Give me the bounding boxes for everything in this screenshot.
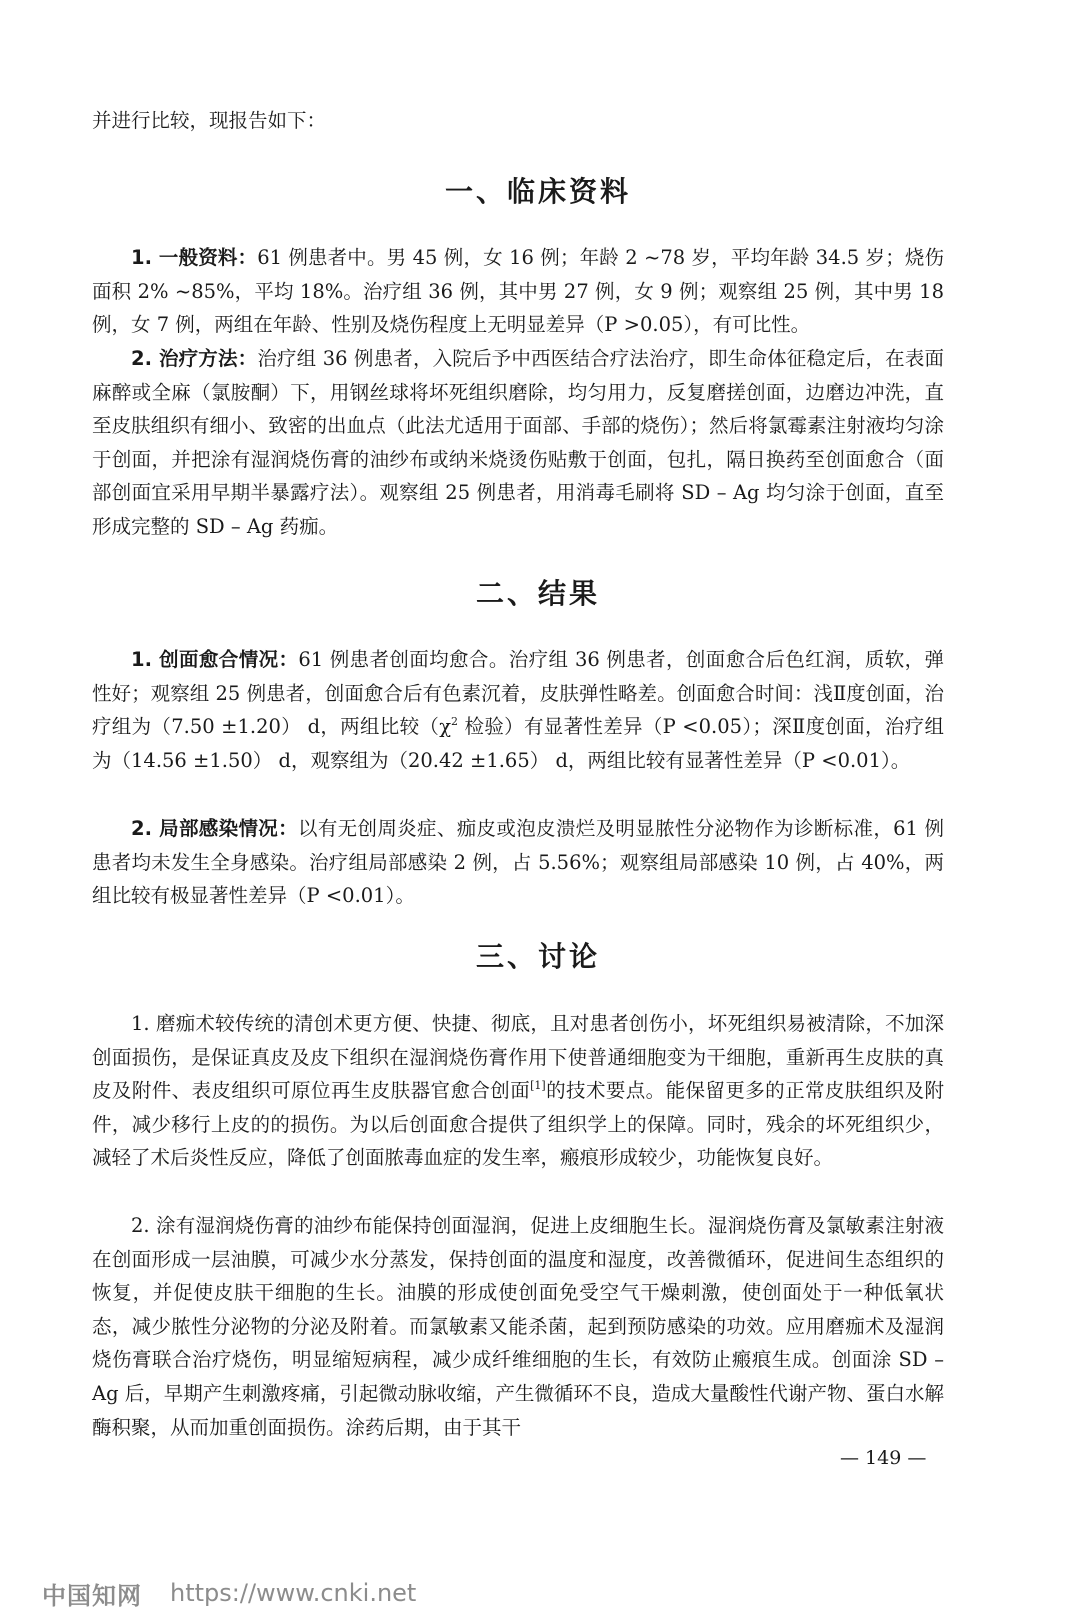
section-heading-results: 二、结果 [475,577,600,610]
paragraph-text: 2. 涂有湿润烧伤膏的油纱布能保持创面湿润，促进上皮细胞生长。湿润烧伤膏及氯敏素注射液在创面形成一层油膜，可减少水分蒸发，保持创面的温度和湿度，改善微循环，促进间生态组织的恢复，并促使皮肤干细胞的生长。油膜的形成使创面免受空气干燥刺激，使创面处于一种低氧状态，减少脓性分泌物的分泌及附着。而氯敏素又能杀菌，起到预防感染的功效。应用磨痂术及湿润烧伤膏联合治疗烧伤，明显缩短病程，减少成纤维细胞的生长，有效防止瘢痕生成。创面涂 SD – Ag 后，早期产生刺激疼痛，引起微动脉收缩，产生微循环不良，造成大量酸性代谢产物、蛋白水解酶积聚，从而加重创面损伤。涂药后期，由于其干 [92,1214,944,1439]
paragraph-discussion-2 [92,1209,944,1444]
paragraph-lead: 2. 局部感染情况： [131,817,298,840]
section-heading-discussion: 三、讨论 [475,940,600,973]
footer-watermark [42,1573,416,1613]
superscript: 2 [451,715,459,729]
section-heading-clinical-data: 一、临床资料 [444,175,631,208]
cnki-logo-text: 中国知网 [42,1581,142,1610]
paragraph-lead: 1. 一般资料： [131,246,258,269]
paragraph-text: 治疗组 36 例患者，入院后予中西医结合疗法治疗，即生命体征稳定后，在表面麻醉或全麻（氯胺酮）下，用钢丝球将坏死组织磨除，均匀用力，反复磨搓创面，边磨边冲洗，直至皮肤组织有细小、致密的出血点（此法尤适用于面部、手部的烧伤）；然后将氯霉素注射液均匀涂于创面，并把涂有湿润烧伤膏的油纱布或纳米烧烫伤贴敷于创面，包扎，隔日换药至创面愈合（面部创面宜采用早期半暴露疗法）。观察组 25 例患者，用消毒毛刷将 SD – Ag 均匀涂于创面，直至形成完整的 SD – Ag 药痂。 [92,347,945,538]
paragraph-text-cont: 检验）有显著性差异（P <0.05）；深Ⅱ度创面，治疗组为（14.56 ±1.50） d，观察组为（20.42 ±1.65） d，两组比较有显著性差异（P <0.01）。 [92,715,944,772]
intro-text: 并进行比较，现报告如下： [92,109,327,132]
paragraph-text: 61 例患者中。男 45 例，女 16 例；年龄 2 ~78 岁，平均年龄 34.5 岁；烧伤面积 2% ~85%，平均 18%。治疗组 36 例，其中男 27 例，女 9 例；观察组 25 例，其中男 18 例，女 7 例，两组在年龄、性别及烧伤程度上无明显差异（P >0.05），有可比性。 [92,246,944,337]
paragraph-lead: 1. 创面愈合情况： [131,648,299,671]
intro-paragraph [92,104,944,138]
paragraph-treatment-method [92,342,944,544]
paragraph-general-data [92,241,944,342]
paragraph-text: 以有无创周炎症、痂皮或泡皮溃烂及明显脓性分泌物作为诊断标准，61 例患者均未发生全身感染。治疗组局部感染 2 例，占 5.56%；观察组局部感染 10 例，占 40%，两组比较有极显著性差异（P <0.01）。 [92,817,945,908]
cnki-url: https://www.cnki.net [170,1579,417,1607]
paragraph-text: 1. 磨痂术较传统的清创术更方便、快捷、彻底，且对患者创伤小，坏死组织易被清除，不加深创面损伤，是保证真皮及皮下组织在湿润烧伤膏作用下使普通细胞变为干细胞，重新再生皮肤的真皮及附件、表皮组织可原位再生皮肤器官愈合创面 [92,1012,944,1103]
paragraph-local-infection [92,812,944,913]
paragraph-text-cont: 的技术要点。能保留更多的正常皮肤组织及附件，减少移行上皮的的损伤。为以后创面愈合提供了组织学上的保障。同时，残余的坏死组织少，减轻了术后炎性反应，降低了创面脓毒血症的发生率，瘢痕形成较少，功能恢复良好。 [92,1079,944,1170]
paragraph-text: 61 例患者创面均愈合。治疗组 36 例患者，创面愈合后色红润，质软，弹性好；观察组 25 例患者，创面愈合后有色素沉着，皮肤弹性略差。创面愈合时间：浅Ⅱ度创面，治疗组为（7.50 ±1.20） d，两组比较（χ [92,648,944,739]
paragraph-discussion-1 [92,1007,944,1175]
citation-superscript: [1] [530,1079,546,1093]
page-number: — 149 — [840,1447,927,1469]
paragraph-wound-healing [92,643,944,777]
paragraph-lead: 2. 治疗方法： [131,347,258,370]
